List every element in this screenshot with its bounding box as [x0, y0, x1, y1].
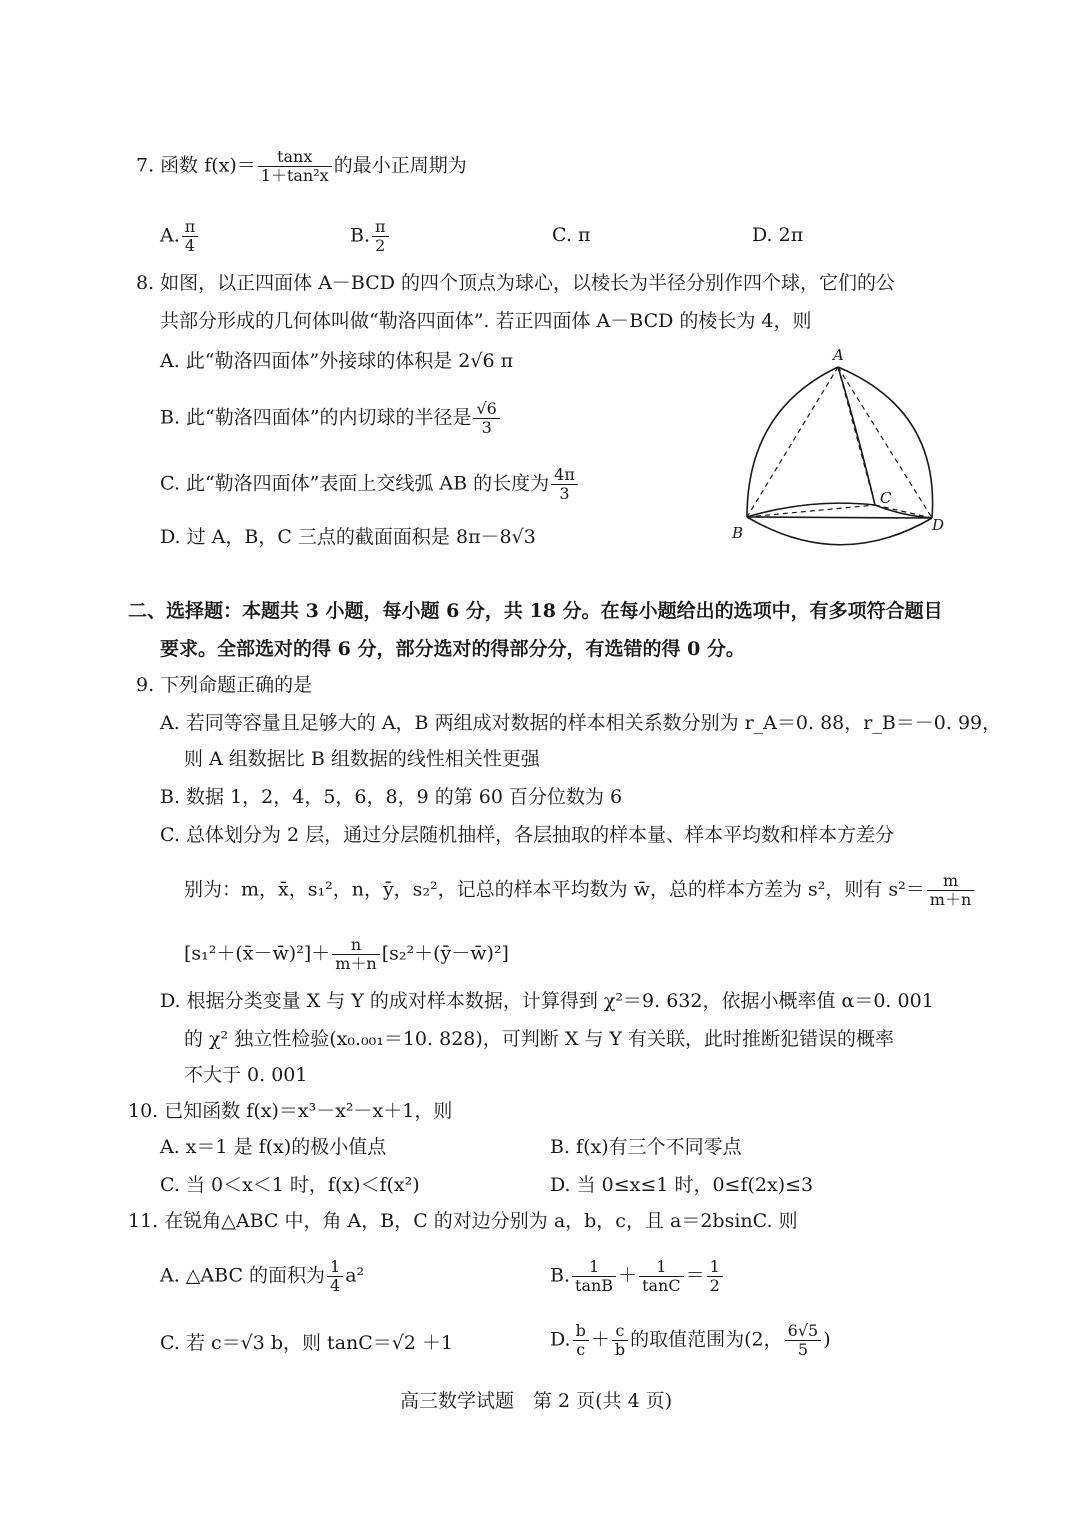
q9-option-d-line2: 的 χ² 独立性检验(x₀.₀₀₁＝10. 828)，可判断 X 与 Y 有关联，此时推断犯错误的概率 — [184, 1028, 895, 1050]
edge-b-d — [747, 517, 932, 518]
label-d: D — [932, 516, 945, 534]
q7-option-d: D. 2π — [752, 224, 804, 246]
section2-heading-line2: 要求。全部选对的得 6 分，部分选对的得部分分，有选错的得 0 分。 — [160, 638, 745, 660]
q11-stem: 11. 在锐角△ABC 中，角 A，B，C 的对边分别为 a，b，c，且 a＝2bsinC. 则 — [128, 1210, 798, 1232]
arc-b-d — [747, 517, 932, 545]
q10-stem: 10. 已知函数 f(x)＝x³－x²－x＋1，则 — [128, 1100, 453, 1122]
q11-option-c: C. 若 c＝√3 b，则 tanC＝√2 ＋1 — [160, 1332, 454, 1354]
q10-option-c: C. 当 0＜x＜1 时，f(x)＜f(x²) — [160, 1174, 420, 1196]
q9-option-c-line2: 别为：m，x̄，s₁²，n，ȳ，s₂²，记总的样本平均数为 w̄，总的样本方差为 s²，则有 s²＝ $\frac{m}{m+n}$ — [184, 872, 976, 909]
q10-option-a: A. x＝1 是 f(x)的极小值点 — [160, 1136, 387, 1158]
q8-stem-line2: 共部分形成的几何体叫做“勒洛四面体”. 若正四面体 A－BCD 的棱长为 4，则 — [160, 310, 812, 332]
q9-option-d-line1: D. 根据分类变量 X 与 Y 的成对样本数据，计算得到 χ²＝9. 632，依据小概率值 α＝0. 001 — [160, 990, 934, 1012]
q8-stem-line1: 8. 如图，以正四面体 A－BCD 的四个顶点为球心，以棱长为半径分别作四个球，它们的公 — [136, 272, 896, 294]
q8-option-d: D. 过 A，B，C 三点的截面面积是 8π－8√3 — [160, 526, 536, 548]
edge-a-c — [838, 367, 875, 505]
q10-option-d: D. 当 0≤x≤1 时，0≤f(2x)≤3 — [550, 1174, 814, 1196]
q9-option-b: B. 数据 1，2，4，5，6，8，9 的第 60 百分位数为 6 — [160, 786, 623, 808]
q9-stem: 9. 下列命题正确的是 — [136, 674, 313, 696]
page-footer: 高三数学试题 第 2 页(共 4 页) — [400, 1390, 673, 1412]
label-b: B — [732, 524, 744, 542]
q9-option-c-line1: C. 总体划分为 2 层，通过分层随机抽样，各层抽取的样本量、样本平均数和样本方差分 — [160, 824, 895, 846]
section2-heading-line1: 二、选择题：本题共 3 小题，每小题 6 分，共 18 分。在每小题给出的选项中，有多项符合题目 — [128, 600, 943, 622]
q9-option-d-line3: 不大于 0. 001 — [184, 1064, 308, 1086]
q7-stem: 7. 函数 f(x)＝ $\frac{\tan x}{\text{1＋tan²x}}$ 的最小正周期为 — [136, 147, 467, 185]
q11-option-d: D. $\frac{b}{c}$ ＋ $\frac{c}{b}$ 的取值范围为(2， $\frac{6√5}{5}$ ) — [550, 1321, 831, 1359]
q11-option-a: A. △ABC 的面积为 $\frac{1}{4}$ a² — [160, 1257, 365, 1295]
q10-option-b: B. f(x)有三个不同零点 — [550, 1136, 742, 1158]
q7-option-c: C. π — [552, 224, 591, 246]
q7-fraction: $\frac{\tan x}{\text{1＋tan²x}}$ — [258, 148, 332, 185]
label-a: A — [833, 346, 844, 364]
q8-option-a: A. 此“勒洛四面体”外接球的体积是 2√6 π — [160, 350, 514, 372]
q9-option-a-line1: A. 若同等容量且足够大的 A，B 两组成对数据的样本相关系数分别为 r_A＝0. 88，r_B＝－0. 99， — [160, 712, 1002, 734]
q11-option-b: B. $\frac{1}{\tan B}$ ＋ $\frac{1}{\tan C}$ ＝ $\frac{1}{2}$ — [550, 1258, 725, 1295]
arc-a-b — [747, 367, 838, 517]
q7-option-a: A. $\frac{\pi}{4}$ — [160, 218, 200, 255]
q8-option-c: C. 此“勒洛四面体”表面上交线弧 AB 的长度为 $\frac{4\pi}{3}$ — [160, 466, 580, 503]
label-c: C — [880, 489, 892, 507]
q7-option-b: B. $\frac{\pi}{2}$ — [350, 218, 391, 255]
q9-option-a-line2: 则 A 组数据比 B 组数据的线性相关性更强 — [184, 748, 540, 770]
edge-b-c — [747, 505, 875, 517]
q9-option-c-line3: [s₁²＋(x̄－w̄)²]＋ $\frac{n}{m+n}$ [s₂²＋(ȳ－w̄)²] — [184, 935, 509, 973]
reuleaux-tetrahedron-figure — [725, 340, 965, 560]
q8-option-b: B. 此“勒洛四面体”的内切球的半径是 $\frac{√6}{3}$ — [160, 400, 502, 437]
